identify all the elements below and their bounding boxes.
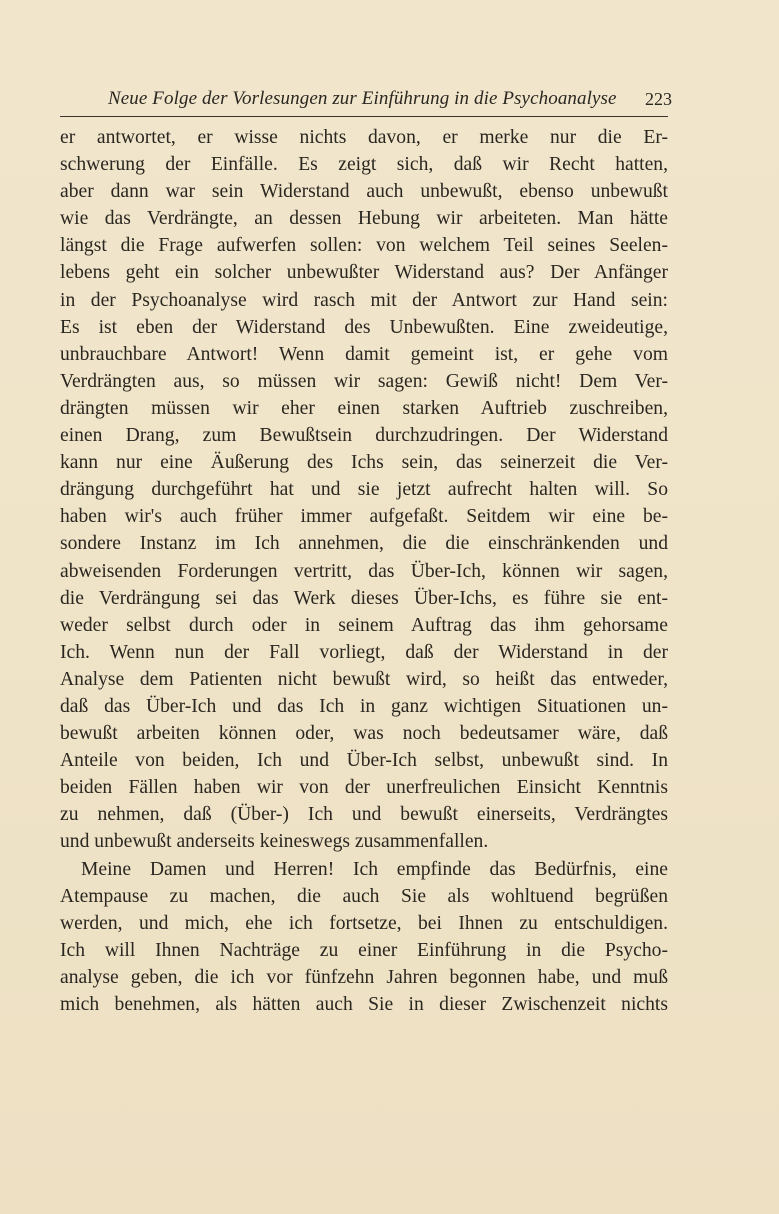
text-line: und unbewußt anderseits keineswegs zusammenfallen.	[60, 831, 489, 853]
running-head	[108, 86, 672, 112]
text-line: Meine Damen und Herren! Ich empfinde das Bedürfnis, eine	[81, 858, 668, 880]
text-line: lebens geht ein solcher unbewußter Widerstand aus? Der Anfänger	[60, 262, 668, 284]
text-line: drängten müssen wir eher einen starken Auftrieb zuschreiben,	[60, 397, 668, 419]
text-line: in der Psychoanalyse wird rasch mit der Antwort zur Hand sein:	[60, 289, 668, 311]
text-line: schwerung der Einfälle. Es zeigt sich, daß wir Recht hatten,	[60, 154, 668, 176]
text-line: analyse geben, die ich vor fünfzehn Jahren begonnen habe, und muß	[60, 966, 668, 988]
text-line: unbrauchbare Antwort! Wenn damit gemeint ist, er gehe vom	[60, 343, 668, 365]
text-line: er antwortet, er wisse nichts davon, er merke nur die Er-	[60, 127, 668, 148]
text-line: aber dann war sein Widerstand auch unbewußt, ebenso unbewußt	[60, 181, 668, 203]
text-line: drängung durchgeführt hat und sie jetzt aufrecht halten will. So	[60, 479, 668, 501]
body-text	[60, 124, 668, 1018]
text-line: Ich will Ihnen Nachträge zu einer Einführung in die Psycho-	[60, 939, 668, 961]
text-line: wie das Verdrängte, an dessen Hebung wir arbeiteten. Man hätte	[60, 208, 668, 230]
text-line: Analyse dem Patienten nicht bewußt wird, so heißt das entweder,	[60, 668, 668, 690]
text-line: zu nehmen, daß (Über-) Ich und bewußt einerseits, Verdrängtes	[60, 804, 668, 826]
text-line: beiden Fällen haben wir von der unerfreulichen Einsicht Kenntnis	[60, 777, 668, 799]
text-line: längst die Frage aufwerfen sollen: von welchem Teil seines Seelen-	[60, 235, 668, 257]
text-line: haben wir's auch früher immer aufgefaßt. Seitdem wir eine be-	[60, 506, 668, 528]
text-line: Anteile von beiden, Ich und Über-Ich selbst, unbewußt sind. In	[60, 750, 668, 772]
text-line: mich benehmen, als hätten auch Sie in dieser Zwischenzeit nichts	[60, 994, 668, 1015]
text-line: die Verdrängung sei das Werk dieses Über-Ichs, es führe sie ent-	[60, 587, 668, 609]
header-rule	[60, 116, 668, 117]
text-line: werden, und mich, ehe ich fortsetze, bei Ihnen zu entschuldigen.	[60, 912, 668, 934]
page-number: 223	[645, 89, 672, 109]
text-line: Verdrängten aus, so müssen wir sagen: Gewiß nicht! Dem Ver-	[60, 370, 668, 392]
text-line: daß das Über-Ich und das Ich in ganz wichtigen Situationen un-	[60, 695, 668, 717]
text-line: weder selbst durch oder in seinem Auftrag das ihm gehorsame	[60, 614, 668, 636]
running-title: Neue Folge der Vorlesungen zur Einführung in die Psychoanalyse	[108, 88, 617, 109]
text-line: einen Drang, zum Bewußtsein durchzudringen. Der Widerstand	[60, 425, 668, 447]
text-line: bewußt arbeiten können oder, was noch bedeutsamer wäre, daß	[60, 723, 668, 745]
text-line: Ich. Wenn nun der Fall vorliegt, daß der Widerstand in der	[60, 641, 668, 663]
text-line: kann nur eine Äußerung des Ichs sein, das seinerzeit die Ver-	[60, 452, 668, 474]
text-line: Es ist eben der Widerstand des Unbewußten. Eine zweideutige,	[60, 316, 668, 338]
text-line: sondere Instanz im Ich annehmen, die die einschränkenden und	[60, 533, 668, 555]
text-line: abweisenden Forderungen vertritt, das Über-Ich, können wir sagen,	[60, 560, 668, 582]
text-line: Atempause zu machen, die auch Sie als wohltuend begrüßen	[60, 885, 668, 907]
